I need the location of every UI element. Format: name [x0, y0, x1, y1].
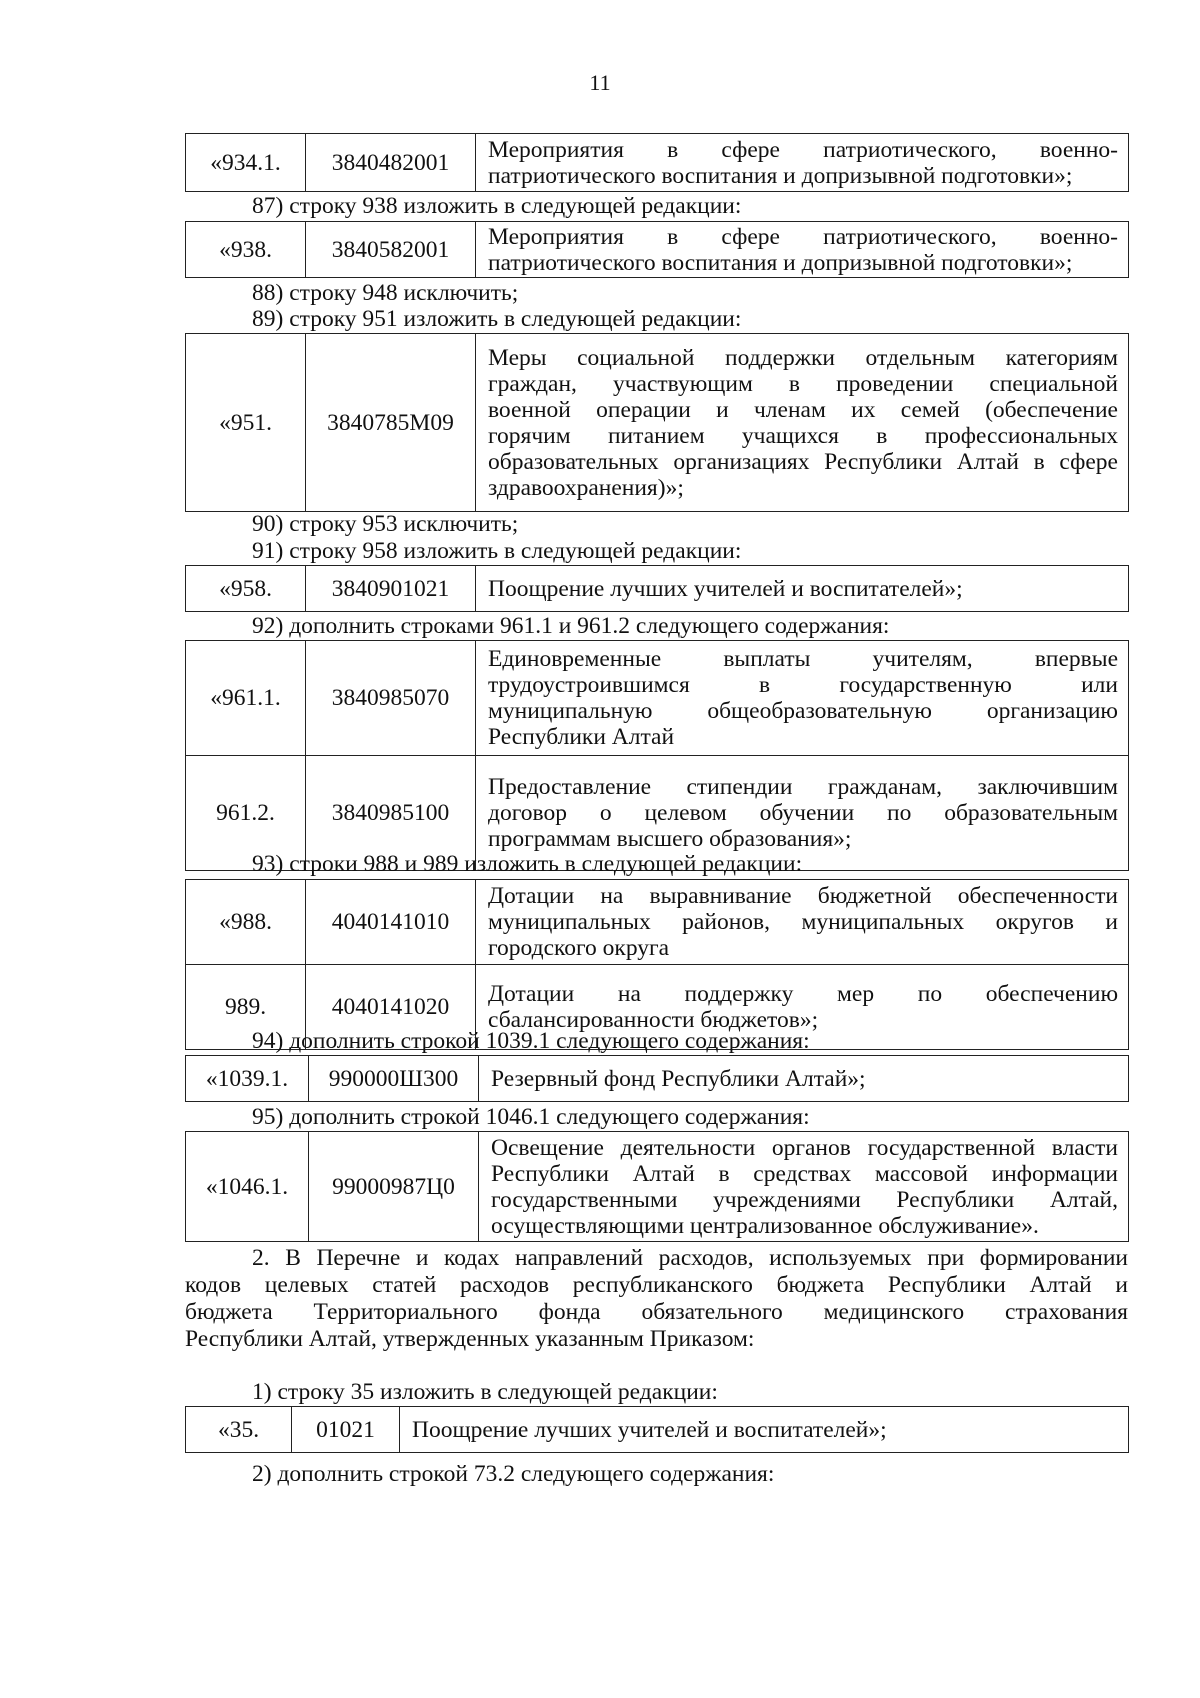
- instruction-line: 87) строку 938 изложить в следующей редакции:: [252, 193, 742, 219]
- table-row: [186, 880, 1129, 965]
- instruction-line: 1) строку 35 изложить в следующей редакции:: [252, 1379, 718, 1405]
- paragraph-line: 2. В Перечне и кодах направлений расходов, используемых при формировании: [252, 1245, 1128, 1271]
- description-line: муниципальных районов, муниципальных округов и: [488, 909, 1118, 935]
- description-line: осуществляющими централизованное обслуживание».: [491, 1212, 1039, 1239]
- row-number: «1039.1.: [186, 1056, 309, 1102]
- description-line: граждан, участвующим в проведении специальной: [488, 370, 1118, 397]
- row-number: «951.: [186, 334, 306, 512]
- page-number: 11: [589, 70, 611, 95]
- table-row: [186, 566, 1129, 612]
- description-line: договор о целевом обучении по образовательным: [488, 800, 1118, 826]
- amendment-table: [185, 565, 1128, 612]
- table-row: [186, 1056, 1129, 1102]
- description-line: муниципальную общеобразовательную организацию: [488, 698, 1118, 724]
- paragraph-2: [185, 1245, 1128, 1353]
- table-row: [186, 222, 1129, 278]
- paragraph-line: бюджета Территориального фонда обязательного медицинского страхования: [185, 1299, 1128, 1325]
- instruction-line: 2) дополнить строкой 73.2 следующего содержания:: [252, 1461, 775, 1487]
- amendment-table: [185, 133, 1128, 192]
- description-line: Поощрение лучших учителей и воспитателей»;: [488, 575, 963, 602]
- row-number: «988.: [186, 880, 306, 965]
- instruction-line: 92) дополнить строками 961.1 и 961.2 следующего содержания:: [252, 613, 890, 639]
- expense-description: [476, 334, 1129, 512]
- target-code: 3840901021: [306, 566, 476, 612]
- description-line: Предоставление стипендии гражданам, заключившим: [488, 774, 1118, 800]
- description-line: Республики Алтай: [488, 724, 675, 750]
- description-line: Республики Алтай в средствах массовой информации: [491, 1160, 1118, 1187]
- expense-description: [400, 1407, 1129, 1453]
- instruction-line: 94) дополнить строкой 1039.1 следующего содержания:: [252, 1028, 810, 1054]
- expense-description: [476, 880, 1129, 965]
- amendment-table: [185, 333, 1128, 512]
- description-line: Меры социальной поддержки отдельным категориям: [488, 344, 1118, 371]
- row-number: «35.: [186, 1407, 292, 1453]
- paragraph-line: кодов целевых статей расходов республиканского бюджета Республики Алтай и: [185, 1272, 1128, 1298]
- target-code: 01021: [292, 1407, 400, 1453]
- target-code: 3840482001: [306, 134, 476, 192]
- description-line: Дотации на выравнивание бюджетной обеспеченности: [488, 883, 1118, 909]
- table-row: [186, 1407, 1129, 1453]
- description-line: государственными учреждениями Республики Алтай,: [491, 1186, 1118, 1213]
- description-line: здравоохранения)»;: [488, 474, 684, 501]
- amendment-table: [185, 1055, 1128, 1102]
- target-code: 3840985070: [306, 641, 476, 756]
- description-line: городского округа: [488, 935, 670, 961]
- paragraph-line: Республики Алтай, утвержденных указанным Приказом:: [185, 1326, 755, 1352]
- instruction-line: 90) строку 953 исключить;: [252, 511, 519, 537]
- expense-description: [476, 566, 1129, 612]
- row-number: «961.1.: [186, 641, 306, 756]
- expense-description: [479, 1056, 1129, 1102]
- description-line: патриотического воспитания и допризывной подготовки»;: [488, 249, 1073, 276]
- description-line: сбалансированности бюджетов»;: [488, 1007, 819, 1033]
- description-line: Мероприятия в сфере патриотического, военно-: [488, 223, 1118, 250]
- target-code: 4040141010: [306, 880, 476, 965]
- description-line: трудоустроившимся в государственную или: [488, 672, 1118, 698]
- description-line: Резервный фонд Республики Алтай»;: [491, 1065, 866, 1092]
- row-number: «1046.1.: [186, 1132, 309, 1242]
- target-code: 4040141020: [306, 965, 476, 1050]
- expense-description: [476, 134, 1129, 192]
- instruction-line: 95) дополнить строкой 1046.1 следующего содержания:: [252, 1104, 810, 1130]
- row-number: «934.1.: [186, 134, 306, 192]
- instruction-line: 91) строку 958 изложить в следующей редакции:: [252, 538, 742, 564]
- description-line: образовательных организациях Республики Алтай в сфере: [488, 448, 1118, 475]
- amendment-table: [185, 879, 1128, 1050]
- amendment-table: [185, 640, 1128, 871]
- target-code: 99000987Ц0: [309, 1132, 479, 1242]
- target-code: 3840582001: [306, 222, 476, 278]
- amendment-table: [185, 1131, 1128, 1242]
- instruction-line: 88) строку 948 исключить;: [252, 280, 519, 306]
- instruction-line: 89) строку 951 изложить в следующей редакции:: [252, 306, 742, 332]
- table-row: [186, 641, 1129, 756]
- description-line: Единовременные выплаты учителям, впервые: [488, 646, 1118, 672]
- row-number: 989.: [186, 965, 306, 1050]
- description-line: Поощрение лучших учителей и воспитателей»;: [412, 1416, 887, 1443]
- row-number: «938.: [186, 222, 306, 278]
- expense-description: [479, 1132, 1129, 1242]
- expense-description: [476, 641, 1129, 756]
- target-code: 3840985100: [306, 756, 476, 871]
- description-line: горячим питанием учащихся в профессиональных: [488, 422, 1118, 449]
- table-row: [186, 134, 1129, 192]
- target-code: 990000Ш300: [309, 1056, 479, 1102]
- description-line: программам высшего образования»;: [488, 826, 852, 852]
- expense-description: [476, 222, 1129, 278]
- table-row: [186, 334, 1129, 512]
- description-line: Мероприятия в сфере патриотического, военно-: [488, 136, 1118, 163]
- row-number: 961.2.: [186, 756, 306, 871]
- row-number: «958.: [186, 566, 306, 612]
- description-line: патриотического воспитания и допризывной подготовки»;: [488, 162, 1073, 189]
- description-line: Дотации на поддержку мер по обеспечению: [488, 981, 1118, 1007]
- amendment-table: [185, 221, 1128, 278]
- amendment-table: [185, 1406, 1128, 1453]
- instruction-line: 93) строки 988 и 989 изложить в следующей редакции:: [252, 851, 803, 877]
- table-row: [186, 1132, 1129, 1242]
- target-code: 3840785M09: [306, 334, 476, 512]
- description-line: военной операции и членам их семей (обеспечение: [488, 396, 1118, 423]
- description-line: Освещение деятельности органов государственной власти: [491, 1134, 1118, 1161]
